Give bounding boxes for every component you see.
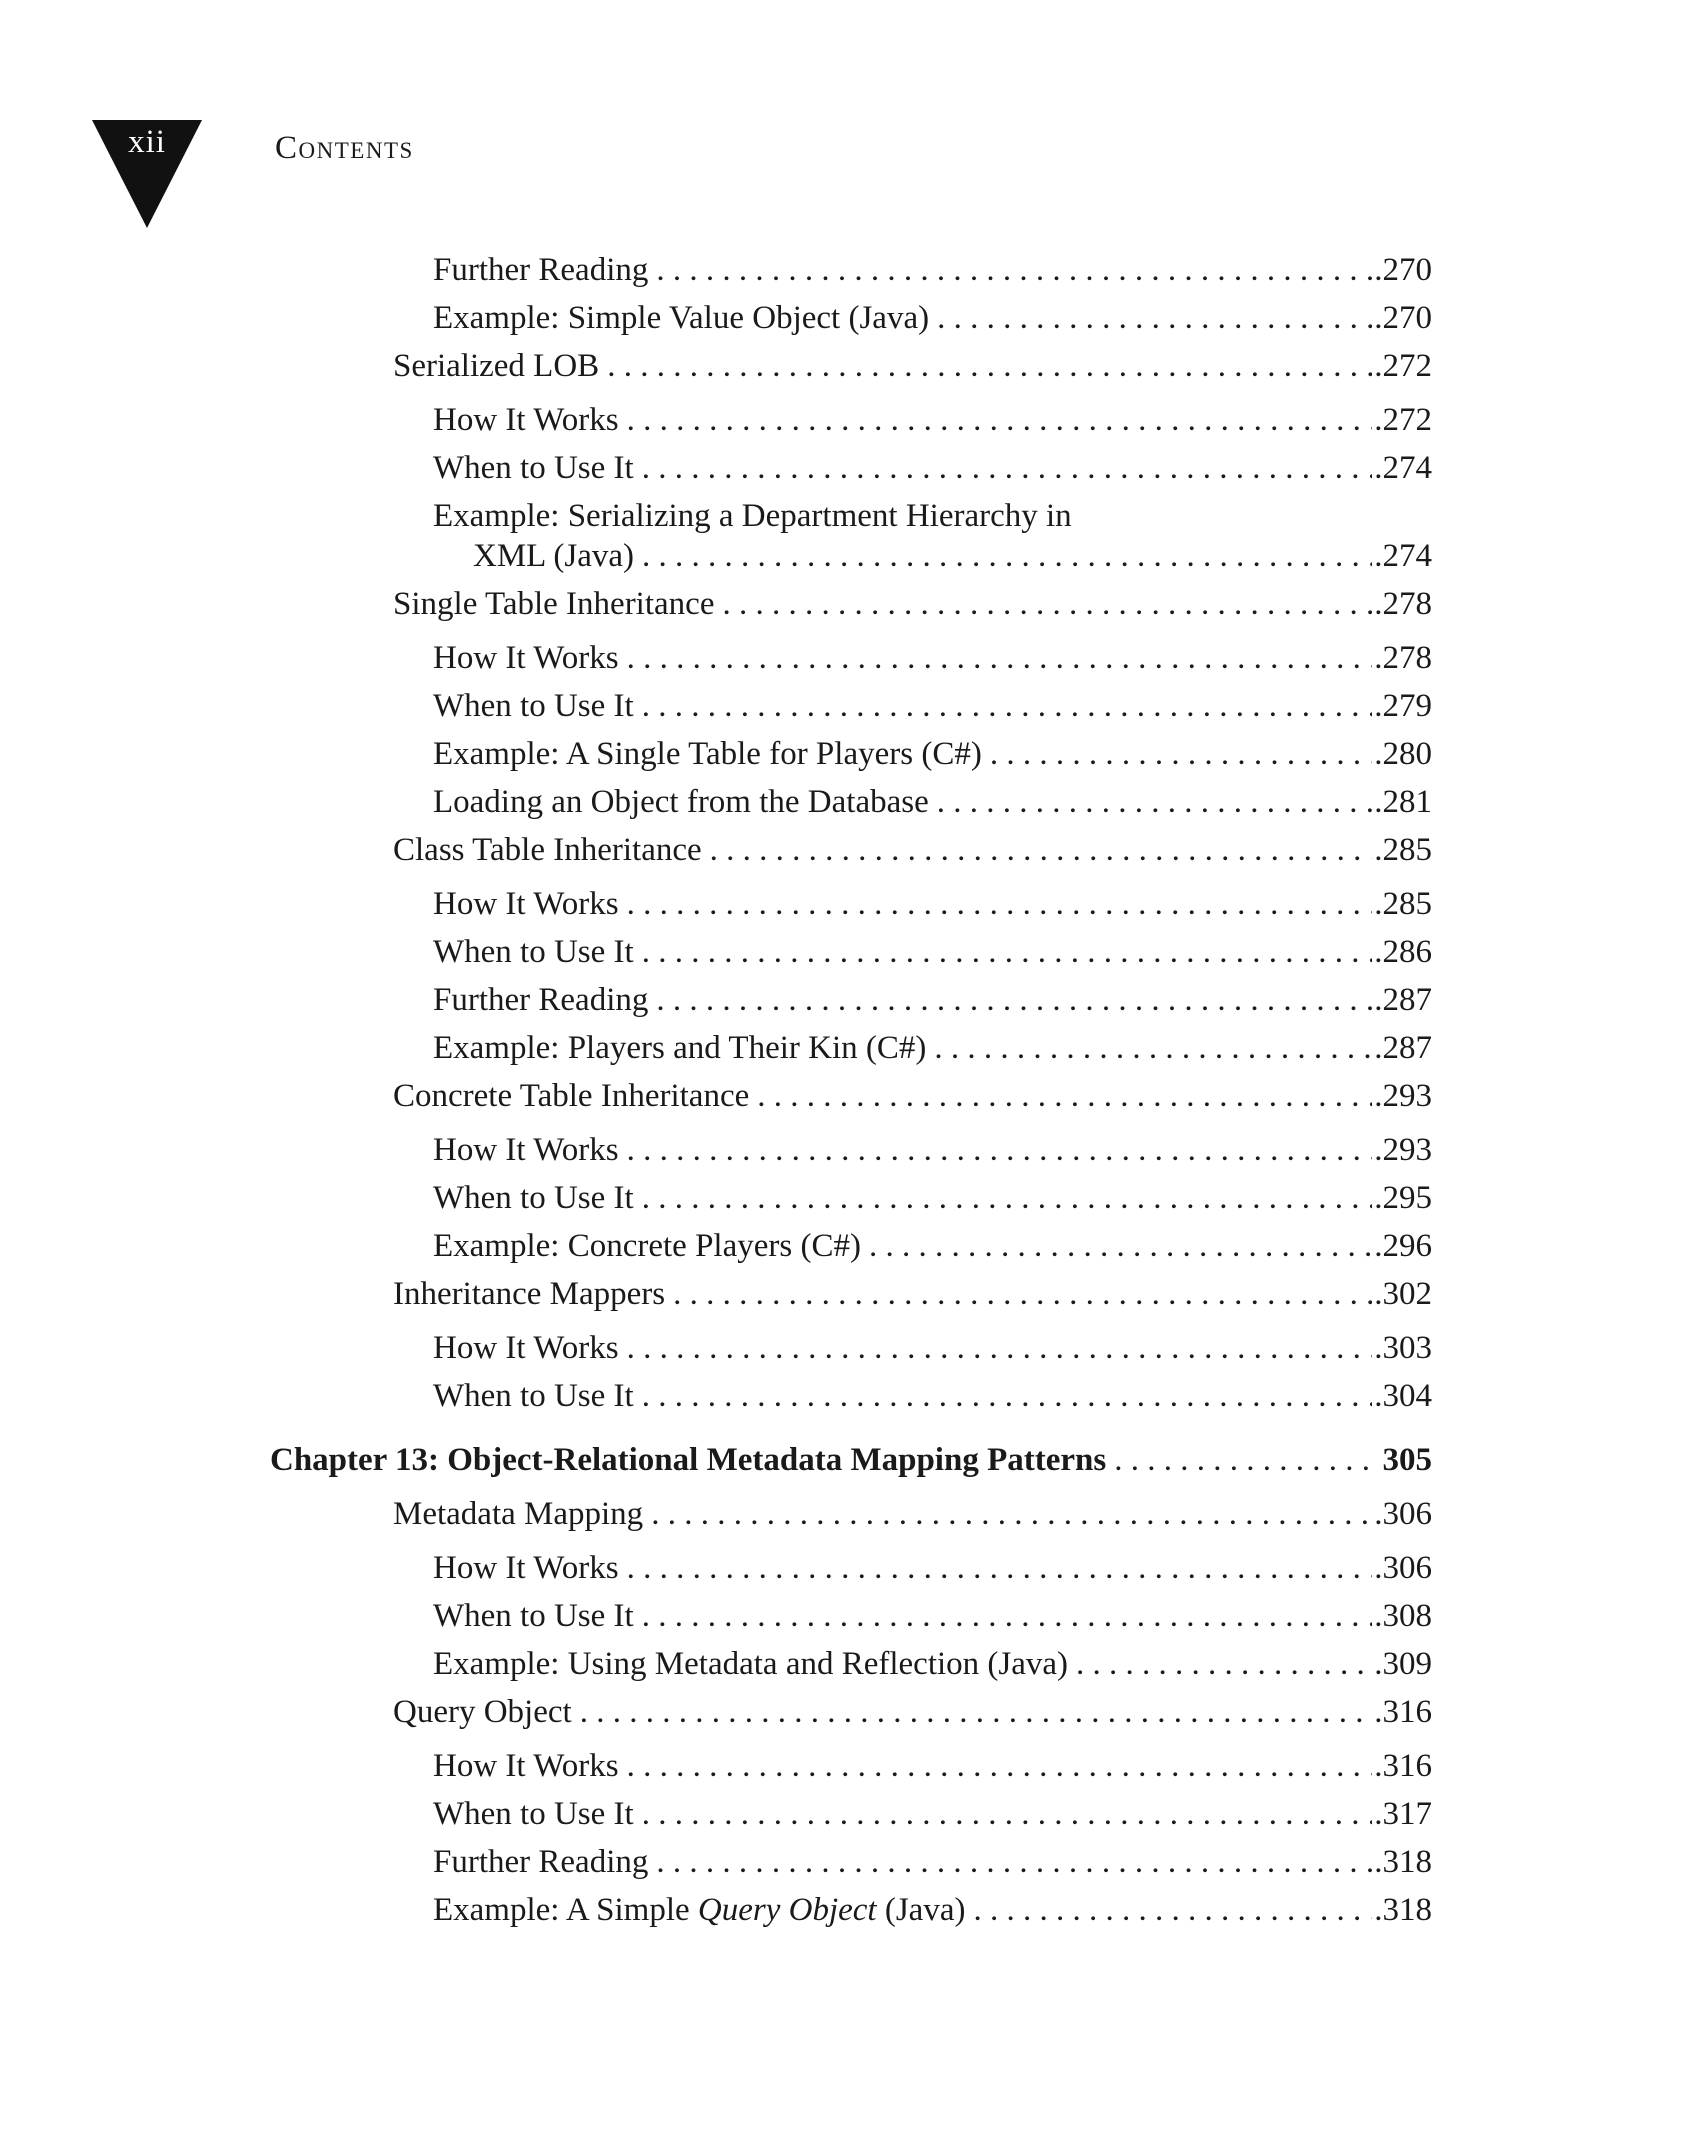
toc-entry-title: When to Use It xyxy=(433,450,634,486)
toc-entry-title-prefix: Example: A Simple xyxy=(433,1892,698,1928)
toc-entry-title: Further Reading xyxy=(433,252,649,288)
running-head: Contents xyxy=(275,130,414,166)
dot-leader xyxy=(642,930,1373,974)
toc-page-ref: .287 xyxy=(1374,1030,1432,1066)
toc-entry-title: Example: Players and Their Kin (C#) xyxy=(433,1030,927,1066)
toc-page-ref: .317 xyxy=(1374,1796,1432,1832)
toc-entry[interactable] xyxy=(433,882,1432,926)
toc-entry-title: Example: Simple Value Object (Java) xyxy=(433,300,930,336)
toc-entry-title: Inheritance Mappers xyxy=(393,1276,666,1312)
page-number: xii xyxy=(128,124,166,160)
toc-entry[interactable] xyxy=(433,398,1432,442)
toc-entry-title: How It Works xyxy=(433,1330,619,1366)
toc-entry-title: How It Works xyxy=(433,640,619,676)
page-number-tab xyxy=(92,120,202,228)
toc-entry[interactable] xyxy=(433,732,1432,776)
toc-entry[interactable] xyxy=(433,1642,1432,1686)
toc-entry-title: When to Use It xyxy=(433,688,634,724)
toc-page-ref: .278 xyxy=(1374,586,1432,622)
toc-page-ref: .280 xyxy=(1374,736,1432,772)
toc-page-ref: .281 xyxy=(1374,784,1432,820)
toc-entry[interactable] xyxy=(433,1744,1432,1788)
toc-page-ref: .296 xyxy=(1374,1228,1432,1264)
toc-page-ref: .287 xyxy=(1374,982,1432,1018)
toc-entry[interactable] xyxy=(433,978,1432,1022)
toc-entry[interactable] xyxy=(393,582,1432,626)
toc-entry-title: When to Use It xyxy=(433,934,634,970)
toc-entry-title-suffix: (Java) xyxy=(876,1892,966,1928)
toc-entry-title: When to Use It xyxy=(433,1796,634,1832)
toc-entry[interactable] xyxy=(433,930,1432,974)
dot-leader xyxy=(990,732,1372,776)
toc-entry-title: Loading an Object from the Database xyxy=(433,784,929,820)
toc-entry-title: Single Table Inheritance xyxy=(393,586,715,622)
toc-entry[interactable] xyxy=(433,684,1432,728)
toc-entry[interactable] xyxy=(393,1690,1432,1734)
toc-entry[interactable] xyxy=(433,248,1432,292)
toc-page-ref: .306 xyxy=(1374,1550,1432,1586)
toc-entry[interactable] xyxy=(433,1176,1432,1220)
dot-leader xyxy=(937,296,1372,340)
toc-page-ref: .279 xyxy=(1374,688,1432,724)
toc-entry-continuation[interactable] xyxy=(473,534,1432,578)
toc-entry-title: How It Works xyxy=(433,402,619,438)
toc-entry-title: XML (Java) xyxy=(473,538,634,574)
toc-entry-title: How It Works xyxy=(433,1550,619,1586)
toc-page-ref: .272 xyxy=(1374,402,1432,438)
toc-entry-title: Further Reading xyxy=(433,982,649,1018)
toc-entry-title: Example: Concrete Players (C#) xyxy=(433,1228,861,1264)
toc-entry[interactable] xyxy=(433,1026,1432,1070)
toc-page-ref: .286 xyxy=(1374,934,1432,970)
toc-entry[interactable] xyxy=(433,1888,1432,1932)
dot-leader xyxy=(627,636,1373,680)
toc-entry[interactable] xyxy=(393,1272,1432,1316)
toc-entry-title: Example: A Single Table for Players (C#) xyxy=(433,736,982,772)
toc-entry[interactable] xyxy=(433,1546,1432,1590)
dot-leader xyxy=(642,534,1372,578)
dot-leader xyxy=(627,1326,1373,1370)
toc-entry[interactable] xyxy=(393,828,1432,872)
toc-entry[interactable] xyxy=(433,1374,1432,1418)
toc-entry[interactable] xyxy=(393,1074,1432,1118)
dot-leader xyxy=(642,1594,1373,1638)
dot-leader xyxy=(642,1374,1373,1418)
toc-entry-title: How It Works xyxy=(433,1748,619,1784)
dot-leader xyxy=(642,1792,1373,1836)
toc-page-ref: .295 xyxy=(1374,1180,1432,1216)
toc-page-ref: .309 xyxy=(1374,1646,1432,1682)
toc-page-ref: .270 xyxy=(1374,252,1432,288)
dot-leader xyxy=(656,1840,1372,1884)
toc-entry[interactable] xyxy=(433,494,1080,538)
dot-leader xyxy=(642,1176,1373,1220)
toc-entry-title: When to Use It xyxy=(433,1598,634,1634)
toc-entry-title: Metadata Mapping xyxy=(393,1496,644,1532)
dot-leader xyxy=(627,1546,1373,1590)
dot-leader xyxy=(973,1888,1372,1932)
toc-entry[interactable] xyxy=(433,1128,1432,1172)
toc-page-ref: .318 xyxy=(1374,1844,1432,1880)
toc-entry-title: Further Reading xyxy=(433,1844,649,1880)
toc-page-ref: .316 xyxy=(1374,1694,1432,1730)
toc-entry-title: Serialized LOB xyxy=(393,348,600,384)
toc-entry[interactable] xyxy=(433,780,1432,824)
toc-page-ref: .278 xyxy=(1374,640,1432,676)
toc-entry-title: Example: Using Metadata and Reflection (Java) xyxy=(433,1646,1069,1682)
dot-leader xyxy=(934,1026,1372,1070)
toc-entry[interactable] xyxy=(433,1326,1432,1370)
toc-entry-title: Concrete Table Inheritance xyxy=(393,1078,750,1114)
dot-leader xyxy=(642,684,1373,728)
toc-entry-title-italic: Query Object xyxy=(697,1892,877,1928)
toc-entry[interactable] xyxy=(433,1594,1432,1638)
toc-page-ref: .274 xyxy=(1374,538,1432,574)
dot-leader xyxy=(673,1272,1372,1316)
toc-page-ref: .306 xyxy=(1374,1496,1432,1532)
toc-entry-title: Example: Serializing a Department Hierarchy in xyxy=(433,498,1072,534)
toc-page-ref: .316 xyxy=(1374,1748,1432,1784)
dot-leader xyxy=(710,828,1373,872)
toc-page-ref: 305 xyxy=(1382,1442,1432,1478)
toc-page-ref: .293 xyxy=(1374,1078,1432,1114)
dot-leader xyxy=(627,1128,1373,1172)
toc-page-ref: .302 xyxy=(1374,1276,1432,1312)
toc-page-ref: .285 xyxy=(1374,886,1432,922)
dot-leader xyxy=(651,1492,1372,1536)
dot-leader xyxy=(869,1224,1372,1268)
dot-leader xyxy=(937,780,1373,824)
dot-leader xyxy=(627,882,1373,926)
toc-page-ref: .293 xyxy=(1374,1132,1432,1168)
dot-leader xyxy=(757,1074,1372,1118)
dot-leader xyxy=(627,398,1373,442)
toc-entry-title: When to Use It xyxy=(433,1378,634,1414)
dot-leader xyxy=(656,248,1372,292)
dot-leader xyxy=(1076,1642,1372,1686)
toc-entry[interactable] xyxy=(433,296,1432,340)
toc-entry-title: How It Works xyxy=(433,1132,619,1168)
toc-page-ref: .303 xyxy=(1374,1330,1432,1366)
toc-page-ref: .285 xyxy=(1374,832,1432,868)
toc-entry[interactable] xyxy=(433,1224,1432,1268)
dot-leader xyxy=(642,446,1373,490)
toc-entry-title xyxy=(433,1888,973,1932)
dot-leader xyxy=(627,1744,1373,1788)
toc-entry[interactable] xyxy=(433,636,1432,680)
toc-entry[interactable] xyxy=(433,1792,1432,1836)
toc-page-ref: .272 xyxy=(1374,348,1432,384)
toc-entry-title: Query Object xyxy=(393,1694,572,1730)
chapter-title: Chapter 13: Object-Relational Metadata Mapping Patterns xyxy=(270,1442,1107,1478)
dot-leader xyxy=(607,344,1372,388)
dot-leader xyxy=(722,582,1372,626)
toc-page-ref: .308 xyxy=(1374,1598,1432,1634)
toc-entry-title: How It Works xyxy=(433,886,619,922)
toc-page-ref: .304 xyxy=(1374,1378,1432,1414)
toc-entry[interactable] xyxy=(393,344,1432,388)
dot-leader xyxy=(656,978,1372,1022)
toc-entry[interactable] xyxy=(433,1840,1432,1884)
dot-leader xyxy=(1114,1438,1368,1482)
toc-page-ref: .270 xyxy=(1374,300,1432,336)
toc-entry[interactable] xyxy=(393,1492,1432,1536)
toc-chapter-entry[interactable] xyxy=(270,1438,1432,1482)
toc-entry-title: Class Table Inheritance xyxy=(393,832,702,868)
dot-leader xyxy=(580,1690,1373,1734)
toc-page-ref: .274 xyxy=(1374,450,1432,486)
toc-entry[interactable] xyxy=(433,446,1432,490)
toc-page-ref: .318 xyxy=(1374,1892,1432,1928)
toc-entry-title: When to Use It xyxy=(433,1180,634,1216)
